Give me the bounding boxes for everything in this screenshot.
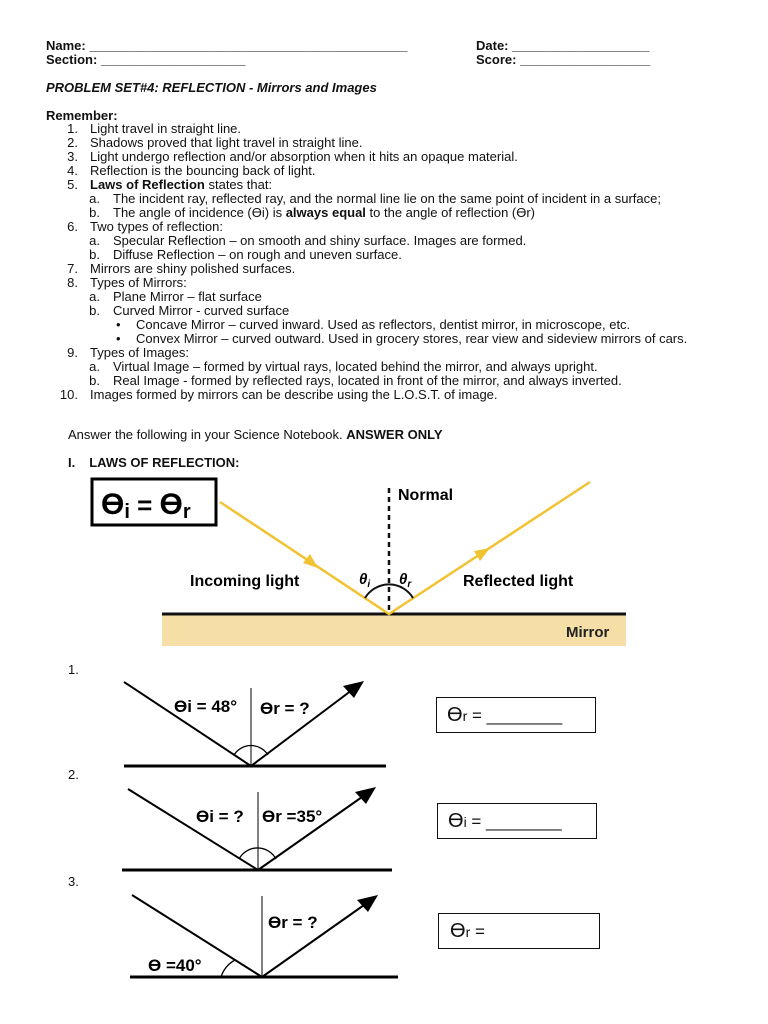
problem-number: 1.	[68, 662, 79, 677]
name-field	[46, 38, 408, 53]
angle-arc	[221, 960, 235, 977]
normal-label: Normal	[398, 487, 454, 504]
angle-r-label: ϴr =35°	[262, 807, 323, 826]
incoming-arrowhead	[303, 554, 318, 568]
mirror-band	[162, 614, 626, 646]
problem-number: 2.	[68, 767, 79, 782]
incident-ray	[128, 789, 258, 870]
angle-r-label: ϴr = ?	[260, 699, 310, 718]
theta-r-label: $\theta_r$	[399, 571, 412, 590]
instruction: Answer the following in your Science Notebook. ANSWER ONLY	[68, 427, 443, 442]
formula-text: ϴi = ϴr	[101, 488, 191, 523]
problem-1-diagram	[110, 676, 400, 776]
angle-r-label: ϴr = ?	[268, 913, 318, 932]
theta-i-label: $\theta_i$	[359, 571, 371, 590]
score-field	[476, 52, 650, 67]
section-field	[46, 52, 246, 67]
angle-i-label: ϴi = 48°	[174, 697, 238, 716]
score-label: Score:	[476, 52, 517, 67]
incident-ray	[124, 682, 251, 766]
problem-3-diagram	[110, 886, 410, 986]
section-heading: I. LAWS OF REFLECTION:	[68, 455, 240, 470]
name-label: Name:	[46, 38, 86, 53]
reflected-arrowhead	[474, 548, 490, 561]
problem-number: 3.	[68, 874, 79, 889]
angle-i-label: ϴi = ?	[196, 807, 244, 826]
remember-heading: Remember:	[46, 108, 118, 123]
incoming-label: Incoming light	[190, 573, 300, 590]
angle-label: ϴ =40°	[148, 956, 202, 975]
score-blank: __________________	[520, 52, 651, 67]
date-blank: ___________________	[512, 38, 650, 53]
answer-label: ϴr =	[450, 920, 485, 942]
arrowhead	[355, 787, 376, 804]
law-of-reflection-diagram	[0, 470, 768, 660]
reflected-label: Reflected light	[463, 573, 574, 590]
answer-label: ϴi = ________	[448, 810, 562, 832]
date-label: Date:	[476, 38, 509, 53]
problem-2-diagram	[110, 782, 400, 882]
name-blank: ____________________________________________	[89, 38, 408, 53]
reflected-ray	[262, 898, 374, 977]
section-blank: ____________________	[100, 52, 246, 67]
answer-label: ϴr = ________	[447, 704, 563, 726]
arrowhead	[357, 895, 378, 912]
date-field	[476, 38, 650, 53]
section-label: Section:	[46, 52, 98, 67]
mirror-label: Mirror	[566, 624, 610, 641]
page-title: PROBLEM SET#4: REFLECTION - Mirrors and Images	[46, 80, 377, 95]
